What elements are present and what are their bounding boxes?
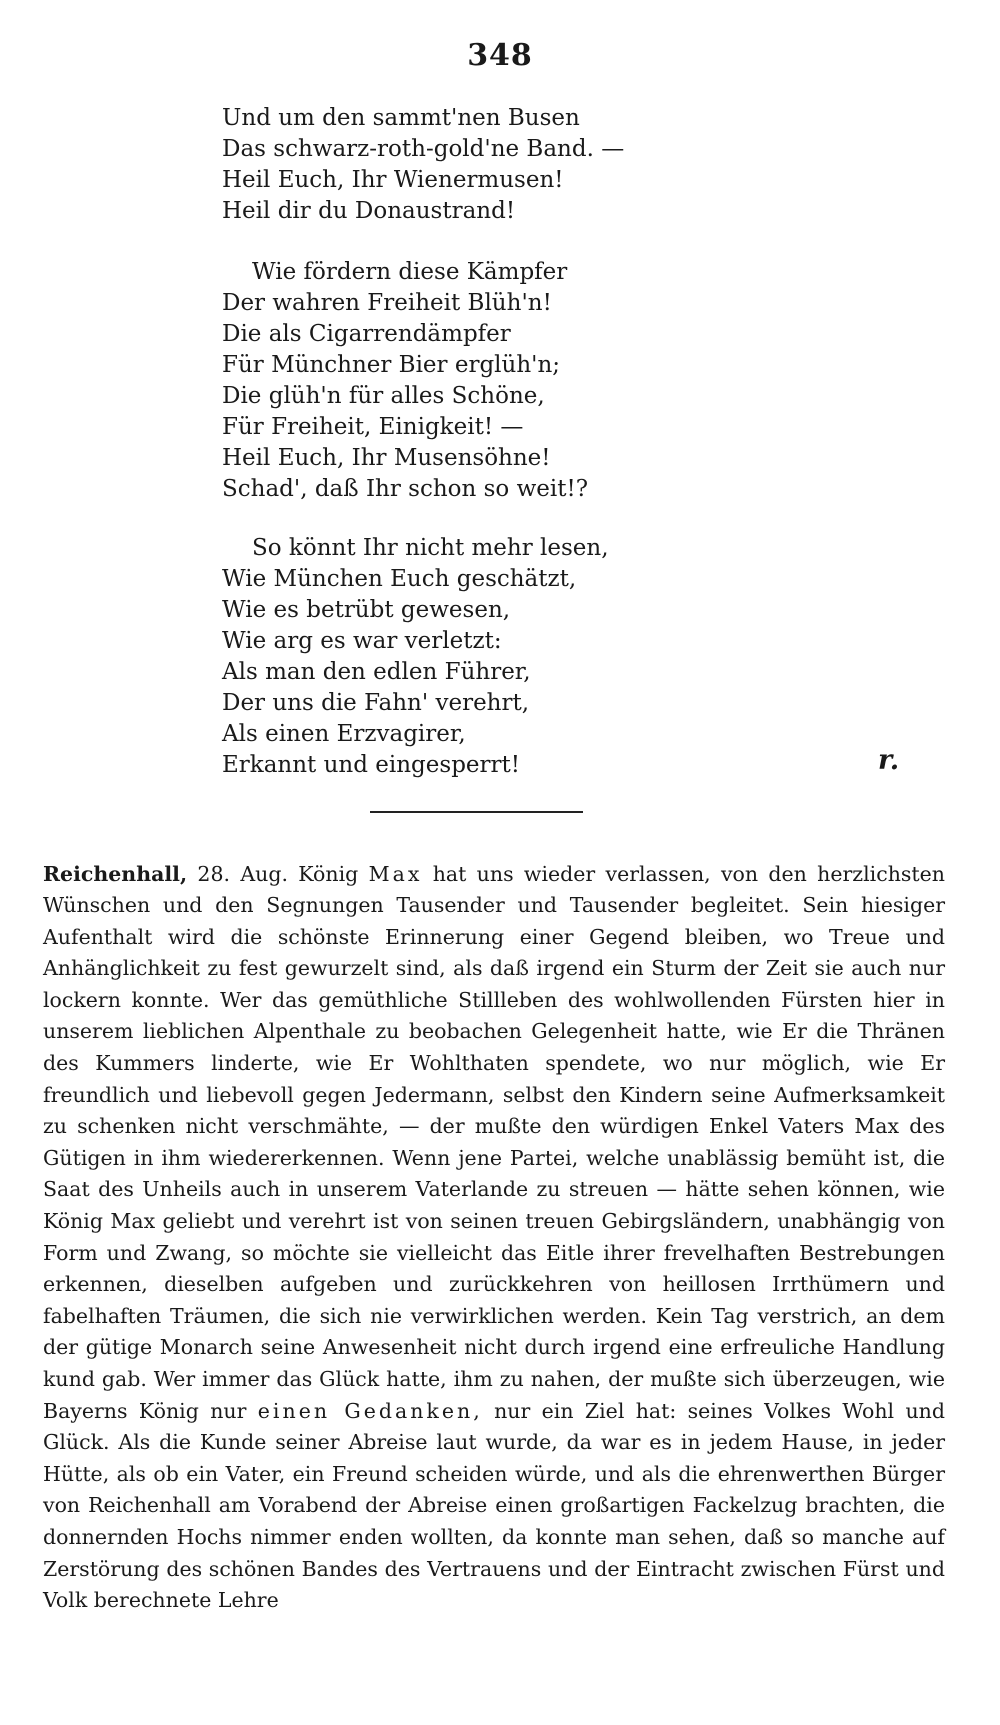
article-text: König bbox=[298, 861, 359, 886]
poem-line: Für Münchner Bier erglüh'n; bbox=[222, 352, 561, 378]
article-date: 28. Aug. bbox=[197, 861, 288, 886]
poem-line: Die als Cigarrendämpfer bbox=[222, 321, 511, 347]
poem-line: Heil Euch, Ihr Musensöhne! bbox=[222, 445, 551, 471]
poem-line: Als man den edlen Führer, bbox=[222, 659, 531, 685]
section-divider bbox=[370, 811, 583, 813]
poem-line: Als einen Erzvagirer, bbox=[222, 721, 466, 747]
poem-stanza-2 bbox=[222, 257, 922, 505]
article-text: hat uns wieder verlassen, von den herzlichsten Wünschen und den Segnungen Tausender und Tausender begleitet. Sein hiesiger Aufenthalt wird die schönste Erinnerung einer Gegend bleiben, wo Treue und Anhänglichkeit zu fest gewurzelt sind, als daß irgend ein Sturm der Zeit sie auch nur lockern konnte. Wer das gemüthliche Stillleben des wohlwollenden Fürsten hier in unserem lieblichen Alpenthale zu beobachen Gelegenheit hatte, wie Er die Thränen des Kummers linderte, wie Er Wohlthaten spendete, wo nur möglich, wie Er freundlich und liebevoll gegen Jedermann, selbst den Kindern seine Aufmerksamkeit zu schenken nicht verschmähte, — der mußte den würdigen Enkel Vaters Max des Gütigen in ihm wiedererkennen. Wenn jene Partei, welche unablässig bemüht ist, die Saat des Unheils auch in unserem Vaterlande zu streuen — hätte sehen können, wie König Max geliebt und verehrt ist von seinen treuen Gebirgsländern, unabhängig von Form und Zwang, so möchte sie vielleicht das Eitle ihrer frevelhaften Bestrebungen erkennen, dieselben aufgeben und zurückkehren von heillosen Irrthümern und fabelhaften Träumen, die sich nie verwirklichen werden. Kein Tag verstrich, an dem der gütige Monarch seine Anwesenheit nicht durch irgend eine erfreuliche Handlung kund gab. Wer immer das Glück hatte, ihm zu nahen, der mußte sich überzeugen, wie Bayerns König nur bbox=[43, 861, 945, 1423]
poem-line: Wie arg es war verletzt: bbox=[222, 628, 502, 654]
poem bbox=[222, 103, 922, 811]
article-emphasis: einen Gedanken, bbox=[257, 1398, 483, 1423]
poem-line: So könnt Ihr nicht mehr lesen, bbox=[252, 535, 609, 561]
poem-line: Erkannt und eingesperrt! bbox=[222, 752, 521, 778]
poem-stanza-1 bbox=[222, 103, 922, 227]
poem-line: Für Freiheit, Einigkeit! — bbox=[222, 414, 524, 440]
article-king-name: Max bbox=[368, 861, 423, 886]
article-text: nur ein Ziel hat: seines Volkes Wohl und Glück. Als die Kunde seiner Abreise laut wurde, da war es in jedem Hause, in jeder Hütte, als ob ein Vater, ein Freund scheiden würde, und als die ehrenwerthen Bürger von Reichenhall am Vorabend der Abreise einen großartigen Fackelzug brachten, die donnernden Hochs nimmer enden wollten, da konnte man sehen, daß so manche auf Zerstörung des schönen Bandes des Vertrauens und der Eintracht zwischen Fürst und Volk berechnete Lehre bbox=[43, 1398, 945, 1613]
poem-line: Und um den sammt'nen Busen bbox=[222, 105, 580, 131]
poem-line: Heil dir du Donaustrand! bbox=[222, 198, 516, 224]
poem-line: Der uns die Fahn' verehrt, bbox=[222, 690, 530, 716]
poem-line: Wie München Euch geschätzt, bbox=[222, 566, 577, 592]
poem-line: Das schwarz-roth-gold'ne Band. — bbox=[222, 136, 625, 162]
poem-line: Wie fördern diese Kämpfer bbox=[252, 259, 568, 285]
article-dateline: Reichenhall, bbox=[43, 861, 188, 886]
poem-signature: r. bbox=[878, 745, 900, 776]
poem-line: Der wahren Freiheit Blüh'n! bbox=[222, 290, 552, 316]
page-number: 348 bbox=[467, 38, 533, 73]
article-paragraph bbox=[43, 859, 945, 1617]
poem-stanza-3 bbox=[222, 533, 922, 781]
poem-line: Wie es betrübt gewesen, bbox=[222, 597, 511, 623]
poem-line: Heil Euch, Ihr Wienermusen! bbox=[222, 167, 564, 193]
poem-line: Die glüh'n für alles Schöne, bbox=[222, 383, 545, 409]
poem-line: Schad', daß Ihr schon so weit!? bbox=[222, 476, 589, 502]
